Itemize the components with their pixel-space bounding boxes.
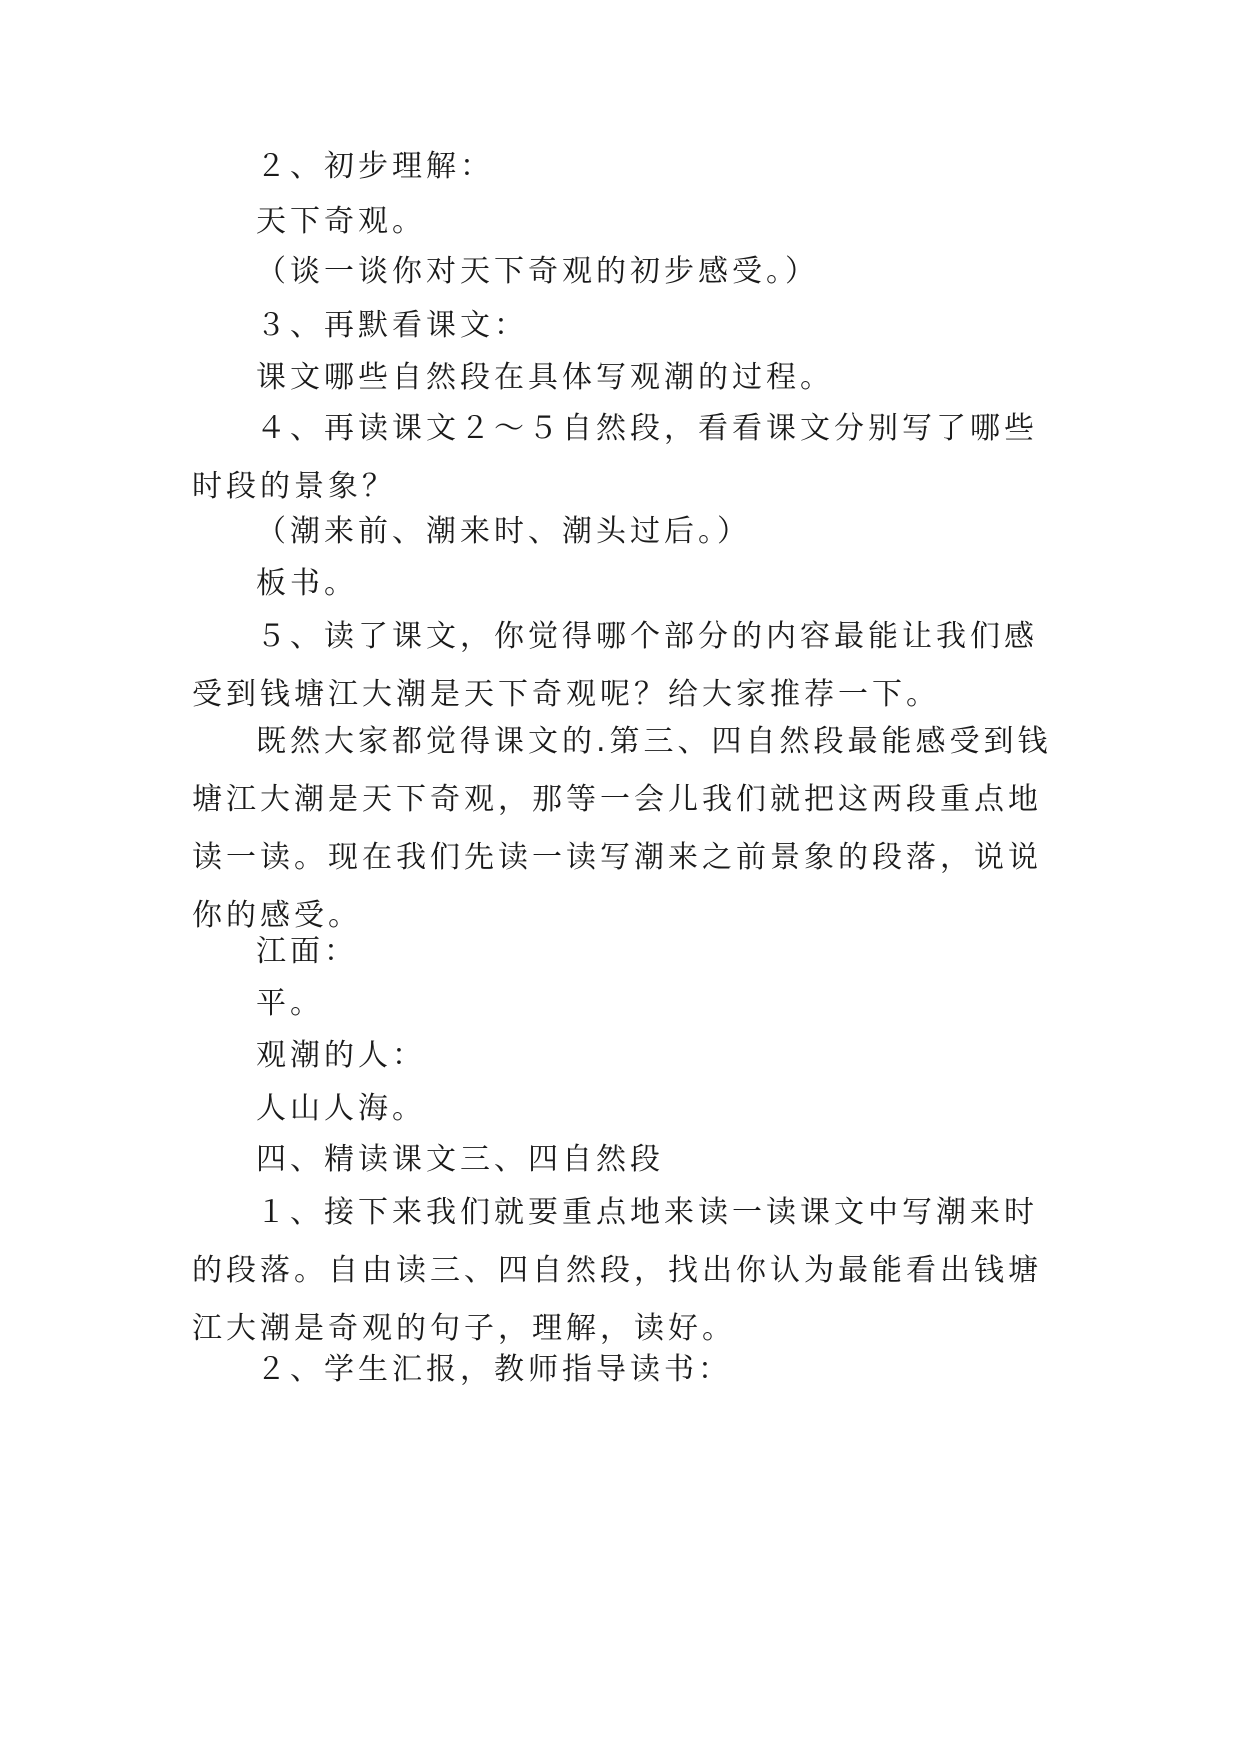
paragraph-12: 平。 bbox=[256, 986, 324, 1021]
paragraph-13: 观潮的人： bbox=[256, 1038, 426, 1073]
paragraph-7: （潮来前、潮来时、潮头过后。） bbox=[256, 514, 751, 549]
paragraph-17: ２、学生汇报，教师指导读书： bbox=[256, 1352, 732, 1387]
paragraph-14: 人山人海。 bbox=[256, 1091, 426, 1126]
paragraph-10: 既然大家都觉得课文的.第三、四自然段最能感受到钱塘江大潮是天下奇观，那等一会儿我们就把这两段重点地读一读。现在我们先读一读写潮来之前景象的段落，说说你的感受。 bbox=[192, 724, 1052, 933]
paragraph-3: （谈一谈你对天下奇观的初步感受。） bbox=[256, 254, 819, 289]
paragraph-15: 四、精读课文三、四自然段 bbox=[256, 1142, 664, 1177]
paragraph-6: ４、再读课文２～５自然段，看看课文分别写了哪些时段的景象？ bbox=[192, 411, 1038, 504]
paragraph-16: １、接下来我们就要重点地来读一读课文中写潮来时的段落。自由读三、四自然段，找出你认为最能看出钱塘江大潮是奇观的句子，理解，读好。 bbox=[192, 1195, 1042, 1346]
paragraph-9: ５、读了课文，你觉得哪个部分的内容最能让我们感受到钱塘江大潮是天下奇观呢？给大家推荐一下。 bbox=[192, 619, 1038, 712]
paragraph-4: ３、再默看课文： bbox=[256, 308, 528, 343]
paragraph-1: ２、初步理解： bbox=[256, 149, 494, 184]
paragraph-11: 江面： bbox=[256, 934, 358, 969]
paragraph-5: 课文哪些自然段在具体写观潮的过程。 bbox=[256, 360, 834, 395]
paragraph-8: 板书。 bbox=[256, 566, 358, 601]
paragraph-2: 天下奇观。 bbox=[256, 204, 426, 239]
